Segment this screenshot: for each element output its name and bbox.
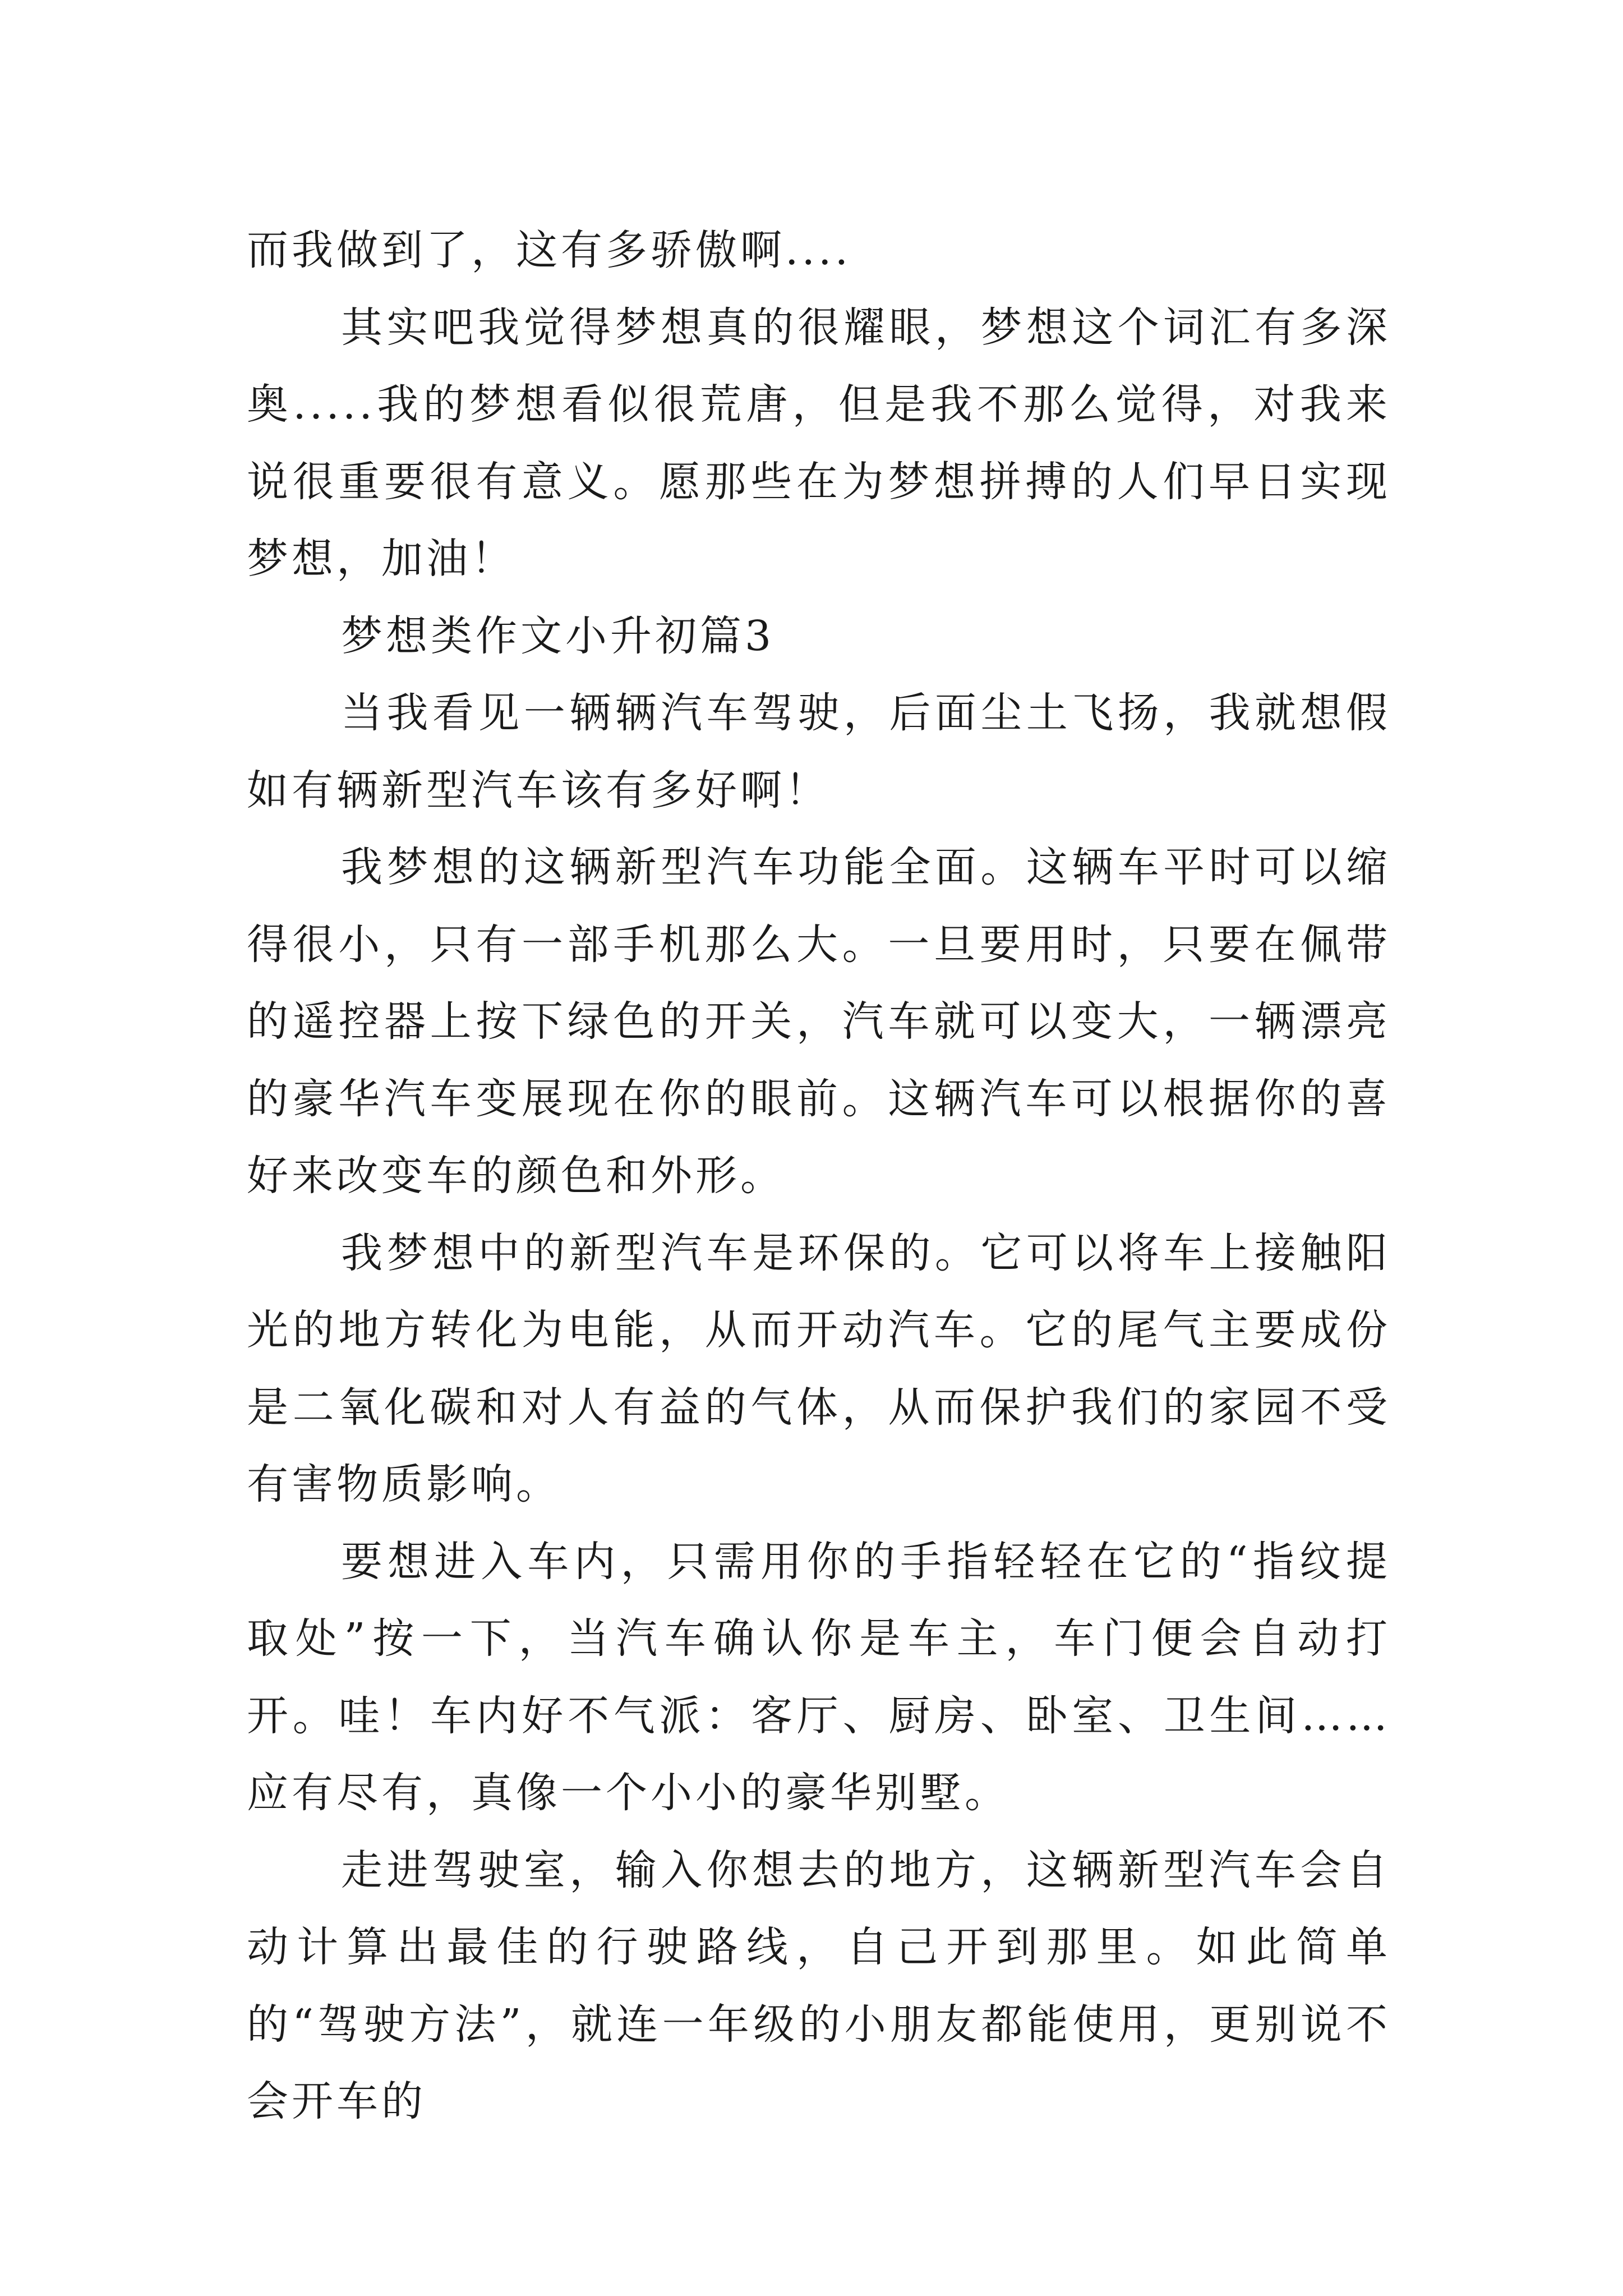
- paragraph: 我梦想的这辆新型汽车功能全面。这辆车平时可以缩得很小，只有一部手机那么大。一旦要用时，只要在佩带的遥控器上按下绿色的开关，汽车就可以变大，一辆漂亮的豪华汽车变展现在你的眼前。这辆汽车可以根据你的喜好来改变车的颜色和外形。: [247, 843, 1391, 1200]
- paragraph-continuation: 而我做到了，这有多骄傲啊....: [247, 226, 852, 274]
- paragraph: 要想进入车内，只需用你的手指轻轻在它的“指纹提取处”按一下，当汽车确认你是车主，车门便会自动打开。哇！车内好不气派：客厅、厨房、卧室、卫生间……应有尽有，真像一个小小的豪华别墅。: [247, 1537, 1391, 1817]
- paragraph: 走进驾驶室，输入你想去的地方，这辆新型汽车会自动计算出最佳的行驶路线，自己开到那里。如此简单的“驾驶方法”，就连一年级的小朋友都能使用，更别说不会开车的: [247, 1846, 1391, 2125]
- paragraph: 其实吧我觉得梦想真的很耀眼，梦想这个词汇有多深奥.....我的梦想看似很荒唐，但是我不那么觉得，对我来说很重要很有意义。愿那些在为梦想拼搏的人们早日实现梦想，加油！: [247, 303, 1391, 583]
- paragraph: 当我看见一辆辆汽车驾驶，后面尘土飞扬，我就想假如有辆新型汽车该有多好啊！: [247, 689, 1391, 815]
- paragraph: 我梦想中的新型汽车是环保的。它可以将车上接触阳光的地方转化为电能，从而开动汽车。它的尾气主要成份是二氧化碳和对人有益的气体，从而保护我们的家园不受有害物质影响。: [247, 1228, 1391, 1508]
- document-body: [247, 212, 1391, 2141]
- section-heading: 梦想类作文小升初篇3: [341, 611, 775, 660]
